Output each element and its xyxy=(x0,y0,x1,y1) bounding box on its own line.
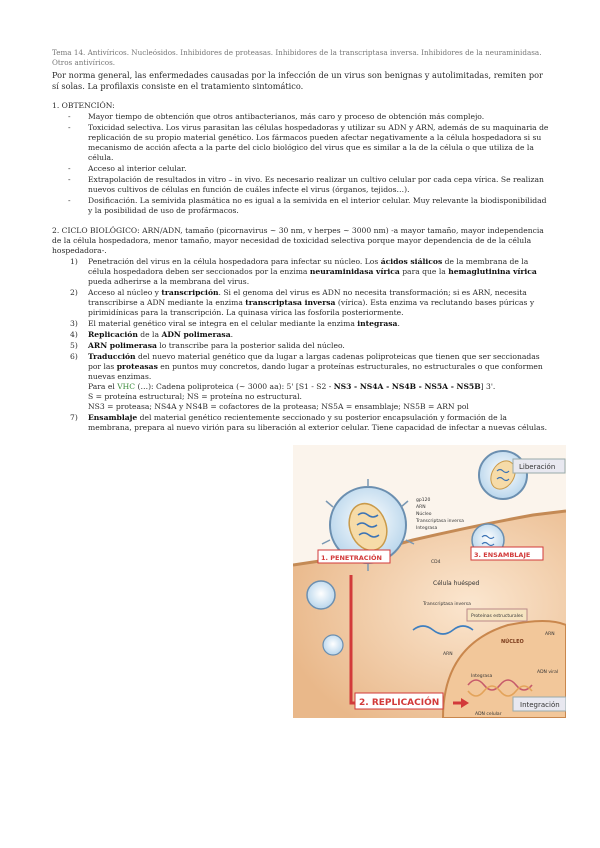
ciclo-step: 1) Penetración del virus en la célula hospedadora para infectar su núcleo. Los ácidos siálicos de la membrana de la célula hospedadora deben ser seccionados por la enzima neuraminidasa vírica para que la hemaglutinina vírica pueda adherirse a la membrana del virus. xyxy=(70,257,537,286)
label-penetracion: 1. PENETRACIÓN xyxy=(321,554,382,562)
ciclo-step: 6) Traducción del nuevo material genético que da lugar a largas cadenas poliproteicas que tienen que ser seccionadas por las proteasas en puntos muy concretos, dando lugar a proteínas estructurales, no estructurales o que conformen nuevas enzimas. Para el VHC (…): Cadena poliproteica (~ 3000 aa): 5' [S1 - S2 - NS3 - NS4A - NS4B - NS5A - NS5B] 3'. S = proteína estructural; NS = proteína no estructural. NS3 = proteasa; NS4A y NS4B = cofactores de la proteasa; NS5A = ensamblaje; NS5B = ARN pol xyxy=(52,352,552,412)
released-virus xyxy=(479,451,527,499)
label-replicacion: 2. REPLICACIÓN xyxy=(359,698,440,708)
intro-paragraph: Por norma general, las enfermedades causadas por la infección de un virus son benignas y autolimitadas, remiten por sí solas. La profilaxis consiste en el tratamiento sintomático. xyxy=(52,70,543,91)
obtencion-list xyxy=(52,112,552,216)
topic-header: Tema 14. Antivíricos. Nucleósidos. Inhibidores de proteasas. Inhibidores de la transcriptasa inversa. Inhibidores de la neuraminidasa. Otros antivíricos. xyxy=(52,48,542,67)
section-ciclo xyxy=(52,226,552,434)
label-proteinas: Proteínas estructurales xyxy=(471,614,523,619)
label-integrasa: Integrasa xyxy=(416,526,438,531)
label-transcriptasa: Transcriptasa inversa xyxy=(416,519,464,524)
obtencion-item: - Mayor tiempo de obtención que otros antibacterianos, más caro y proceso de obtención más complejo. xyxy=(68,112,485,121)
section-obtencion xyxy=(52,101,552,217)
label-liberacion: Liberación xyxy=(519,463,556,471)
ciclo-step: 4) Replicación de la ADN polimerasa. xyxy=(70,330,234,339)
section-ciclo-intro: 2. CICLO BIOLÓGICO: ARN/ADN, tamaño (picornavirus ~ 30 nm, v herpes ~ 3000 nm) -a mayor tamaño, mayor independencia de la célula hospedadora, menor tamaño, mayor necesidad de toxicidad selectiva porque mayor dependencia de de la célula hospedadora-. xyxy=(52,226,544,255)
obtencion-item: - Toxicidad selectiva. Los virus parasitan las células hospedadoras y utilizar su ADN y ARN, además de su maquinaria de replicación de su propio material genético. Los fármacos pueden afectar negativamente a la célula hospedadora si su mecanismo de acción afecta a la parte del ciclo biológico del virus que es similar a la de la célula o que utiliza de la célula. xyxy=(68,123,549,162)
vhc-line: Para el VHC (…): Cadena poliproteica (~ 3000 aa): 5' [S1 - S2 - NS3 - NS4A - NS4B - NS5A - NS5B] 3'. xyxy=(88,382,496,391)
obtencion-item: - Extrapolación de resultados in vitro – in vivo. Es necesario realizar un cultivo celular por cada cepa vírica. Se realizan nuevos cultivos de células en función de cuáles infecte el virus (órganos, tejidos…). xyxy=(68,175,544,194)
viral-cycle-figure xyxy=(293,445,566,718)
label-nucleo: Núcleo xyxy=(416,512,432,517)
label-transcriptasa-2: Transcriptasa inversa xyxy=(423,602,471,607)
ciclo-steps xyxy=(52,257,552,433)
ciclo-step: 2) Acceso al núcleo y transcripción. Si el genoma del virus es ADN no necesita transformación; si es ARN, necesita transcribirse a ADN mediante la enzima transcriptasa inversa (vírica). Esta enzima va reclutando bases púricas y pirimidínicas para la transcripción. La quinasa vírica las fosforila posteriormente. xyxy=(70,288,535,317)
label-integracion: Integración xyxy=(520,701,560,709)
label-arn-3: ARN xyxy=(545,632,555,637)
ciclo-step: 7) Ensamblaje del material genético recientemente seccionado y su posterior encapsulación y formación de la membrana, prepara al nuevo virión para su liberación al exterior celular. Tiene capacidad de infectar a nuevas células. xyxy=(70,413,548,432)
label-ensamblaje: 3. ENSAMBLAJE xyxy=(474,551,531,559)
label-adn-celular: ADN celular xyxy=(475,712,502,717)
label-nucleo-2: NÚCLEO xyxy=(501,639,524,645)
ciclo-step: 5) ARN polimerasa lo transcribe para la posterior salida del núcleo. xyxy=(70,341,345,350)
label-integrasa-2: Integrasa xyxy=(471,674,493,679)
label-adn-viral: ADN viral xyxy=(537,670,559,675)
obtencion-item: - Acceso al interior celular. xyxy=(68,164,187,173)
label-celula-huesped: Célula huésped xyxy=(433,580,480,587)
label-arn-2: ARN xyxy=(443,652,453,657)
section-obtencion-title: 1. OBTENCIÓN: xyxy=(52,101,115,110)
ciclo-step: 3) El material genético viral se integra en el celular mediante la enzima integrasa. xyxy=(70,319,400,328)
viral-cycle-illustration xyxy=(293,445,566,718)
obtencion-item: - Dosificación. La semivida plasmática no es igual a la semivida en el interior celular. Muy relevante la biodisponibilidad y la posibilidad de uso de profármacos. xyxy=(68,196,547,215)
label-arn: ARN xyxy=(416,505,426,510)
label-cd4: CD4 xyxy=(431,560,441,565)
label-gp120: gp120 xyxy=(416,498,431,503)
